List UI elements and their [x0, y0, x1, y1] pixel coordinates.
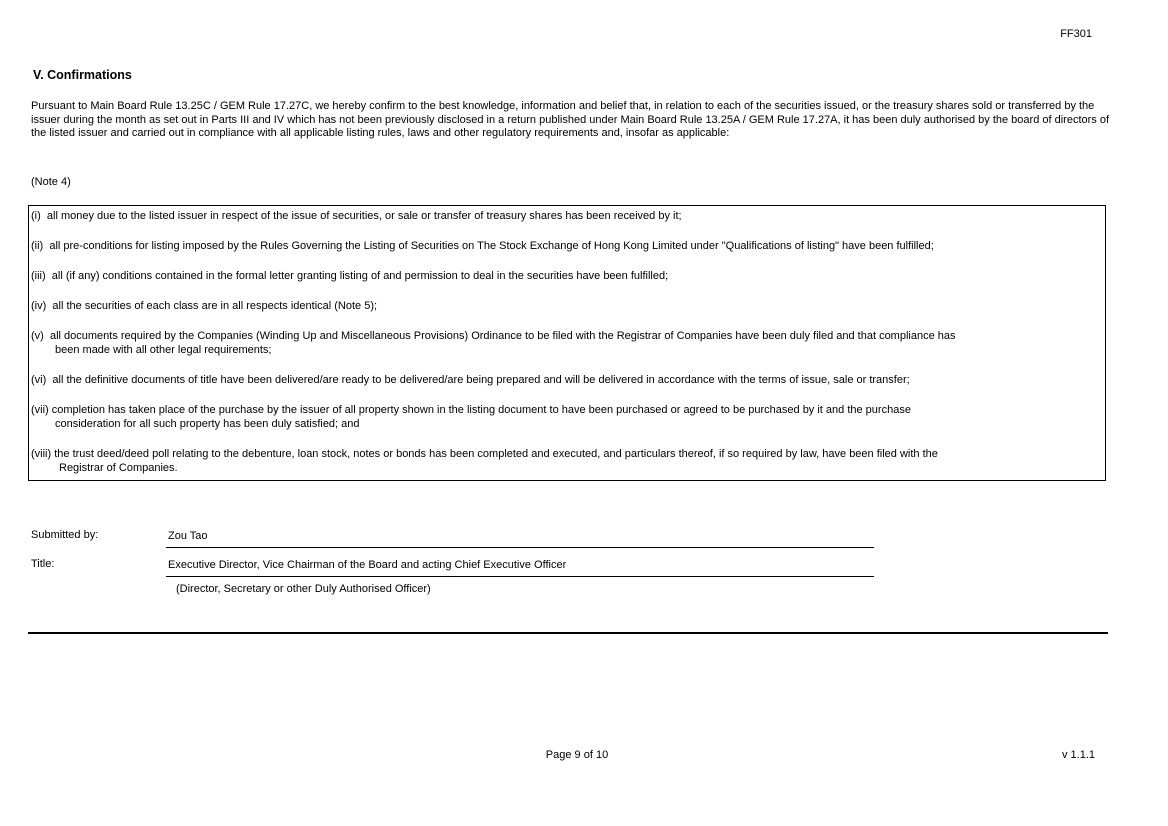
confirmation-item-iii: [31, 270, 1099, 284]
item-text: all pre-conditions for listing imposed by the Rules Governing the Listing of Securities on The Stock Exchange of Hong Kong Limited under "Qualifications of listing" have been fulfilled;: [49, 240, 934, 252]
title-value: Executive Director, Vice Chairman of the Board and acting Chief Executive Officer: [168, 559, 567, 571]
confirmation-intro: Pursuant to Main Board Rule 13.25C / GEM Rule 17.27C, we hereby confirm to the best knowledge, information and belief that, in relation to each of the securities issued, or the treasury shares sold or transferred by the issuer during the month as set out in Parts III and IV which has not been previously disclosed in a return published under Main Board Rule 13.25A / GEM Rule 17.27A, it has been duly authorised by the board of directors of the listed issuer and carried out in compliance with all applicable listing rules, laws and other regulatory requirements and, insofar as applicable:: [31, 100, 1110, 139]
submitted-by-label: Submitted by:: [31, 529, 99, 541]
section-title: V. Confirmations: [33, 68, 132, 82]
title-label: Title:: [31, 558, 55, 570]
item-continuation: been made with all other legal requirements;: [55, 343, 272, 356]
confirmations-box: [28, 205, 1106, 481]
confirmation-item-iv: [31, 300, 1099, 314]
item-number: (viii): [31, 448, 52, 460]
item-number: (vi): [31, 374, 47, 386]
bottom-divider: [28, 632, 1108, 634]
item-text: all money due to the listed issuer in respect of the issue of securities, or sale or transfer of treasury shares has been received by it;: [46, 210, 682, 222]
title-underline: [166, 576, 874, 577]
confirmation-item-vi: [31, 374, 1099, 388]
item-number: (iv): [31, 300, 47, 312]
item-text: completion has taken place of the purchase by the issuer of all property shown in the listing document to have been purchased or agreed to be purchased by it and the purchase: [51, 404, 911, 416]
item-number: (i): [31, 210, 41, 222]
item-number: (v): [31, 330, 44, 342]
title-caption: (Director, Secretary or other Duly Authorised Officer): [176, 583, 431, 595]
item-number: (iii): [31, 270, 46, 282]
item-number: (ii): [31, 240, 44, 252]
item-continuation: Registrar of Companies.: [59, 461, 178, 474]
version-label: v 1.1.1: [1061, 749, 1095, 761]
confirmation-item-v: [31, 330, 1099, 357]
page-number: Page 9 of 10: [545, 749, 609, 761]
item-text: all (if any) conditions contained in the formal letter granting listing of and permission to deal in the securities have been fulfilled;: [51, 270, 669, 282]
confirmation-item-ii: [31, 240, 1099, 254]
confirmation-item-vii: [31, 404, 1099, 431]
item-text: all the definitive documents of title have been delivered/are ready to be delivered/are being prepared and will be delivered in accordance with the terms of issue, sale or transfer;: [52, 374, 910, 386]
confirmation-item-viii: [31, 448, 1099, 475]
item-text: the trust deed/deed poll relating to the debenture, loan stock, notes or bonds has been completed and executed, and particulars thereof, if so required by law, have been filed with the: [54, 448, 938, 460]
submitted-by-value: Zou Tao: [168, 530, 208, 542]
item-number: (vii): [31, 404, 49, 416]
item-text: all the securities of each class are in all respects identical (Note 5);: [52, 300, 378, 312]
item-continuation: consideration for all such property has been duly satisfied; and: [55, 417, 360, 430]
item-text: all documents required by the Companies (Winding Up and Miscellaneous Provisions) Ordinance to be filed with the Registrar of Companies have been duly filed and that compliance has: [49, 330, 956, 342]
confirmation-item-i: [31, 210, 1099, 224]
submitted-by-underline: [166, 547, 874, 548]
note-reference: (Note 4): [31, 176, 71, 188]
form-code: FF301: [1060, 28, 1092, 40]
